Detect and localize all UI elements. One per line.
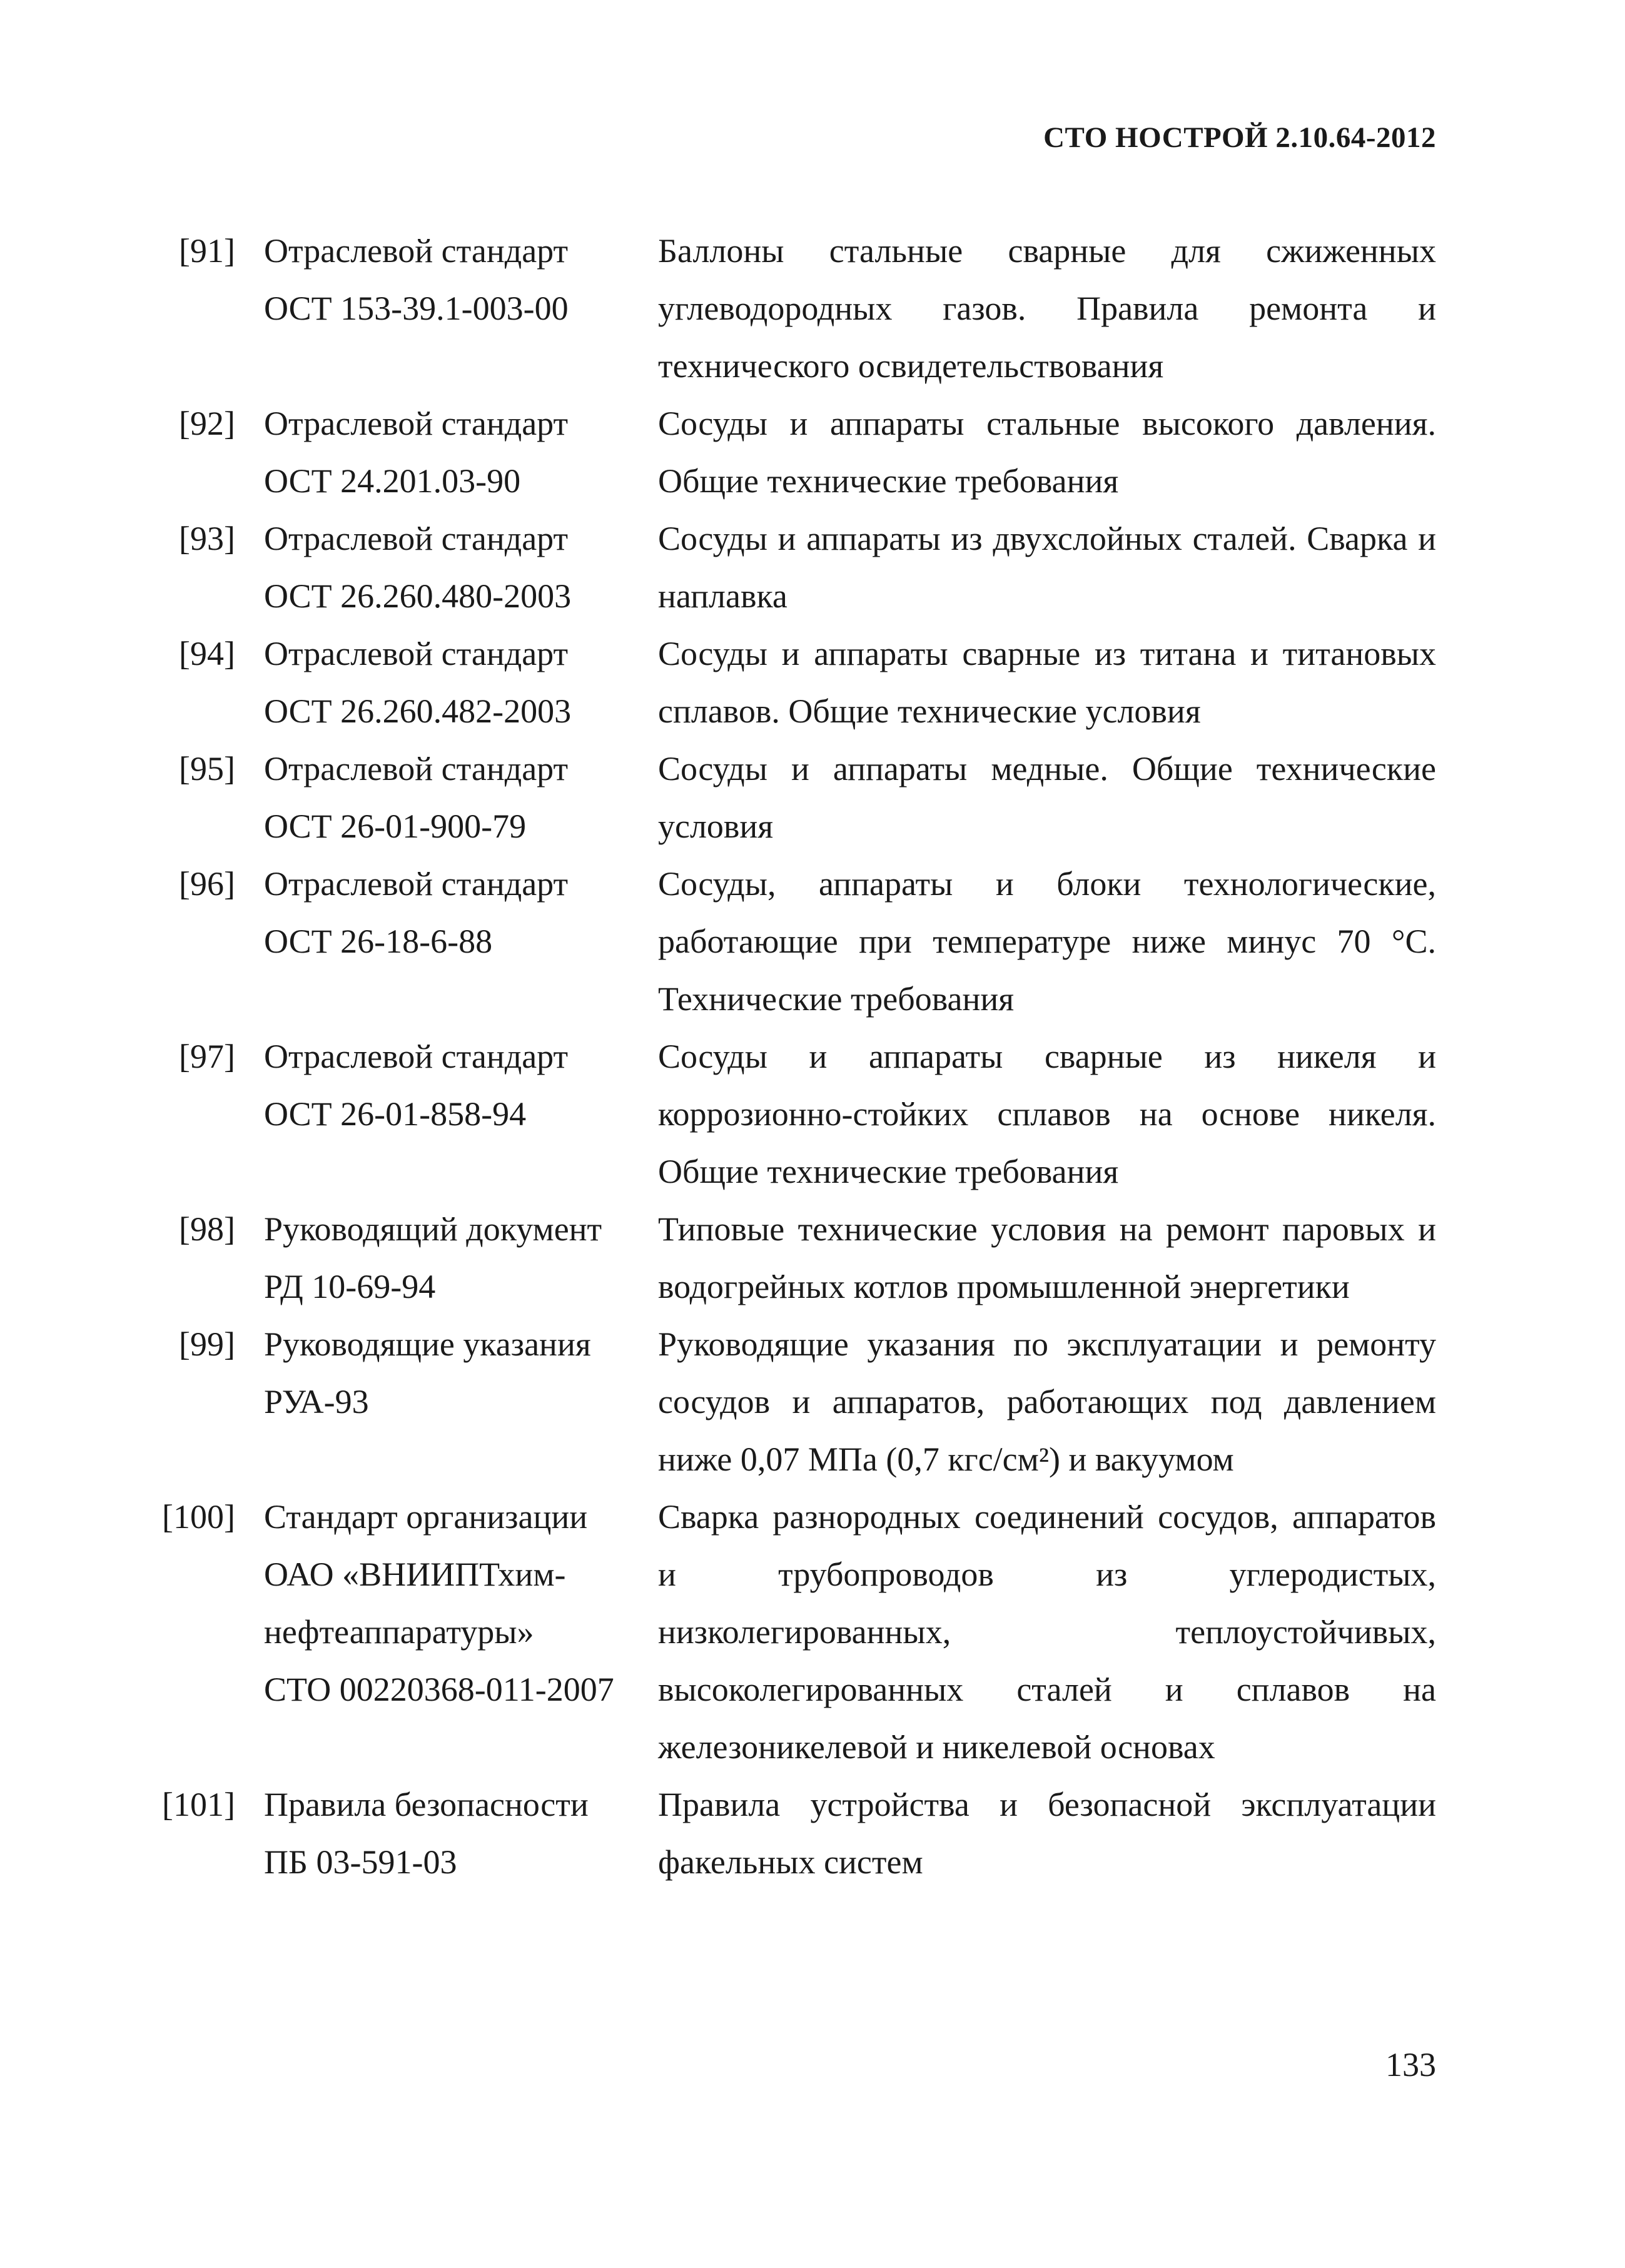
reference-source-line: Руководящий документ xyxy=(264,1210,602,1248)
reference-source-line: Отраслевой стандарт xyxy=(264,405,569,442)
reference-source-line: ОСТ 26-01-900-79 xyxy=(264,807,527,845)
reference-source-line: ОАО «ВНИИПТхим- xyxy=(264,1556,566,1593)
reference-source xyxy=(264,222,658,337)
reference-title: Руководящие указания по эксплуатации и ремонту сосудов и аппаратов, работающих под давлением ниже 0,07 МПа (0,7 кгс/см²) и вакуумом xyxy=(658,1325,1436,1478)
reference-item xyxy=(160,395,1436,510)
reference-number: [99] xyxy=(179,1325,235,1363)
reference-source-line: ОСТ 153-39.1-003-00 xyxy=(264,290,569,327)
reference-source xyxy=(264,510,658,625)
reference-source-line: ОСТ 24.201.03-90 xyxy=(264,462,521,500)
reference-item xyxy=(160,510,1436,625)
document-header: СТО НОСТРОЙ 2.10.64-2012 xyxy=(1043,121,1436,154)
reference-title: Сосуды, аппараты и блоки технологические, работающие при температуре ниже минус 70 °С. Технические требования xyxy=(658,865,1436,1018)
reference-source-line: Отраслевой стандарт xyxy=(264,1038,569,1075)
reference-source-line: Руководящие указания xyxy=(264,1325,591,1363)
reference-number: [100] xyxy=(162,1498,235,1536)
reference-source-line: Стандарт организации xyxy=(264,1498,588,1536)
reference-source-line: Отраслевой стандарт xyxy=(264,232,569,270)
reference-item xyxy=(160,1028,1436,1200)
page-number: 133 xyxy=(1385,2046,1436,2083)
reference-item xyxy=(160,855,1436,1028)
reference-item xyxy=(160,1200,1436,1315)
reference-source-line: РД 10-69-94 xyxy=(264,1268,436,1305)
reference-title: Сосуды и аппараты медные. Общие технические условия xyxy=(658,750,1436,845)
reference-number: [101] xyxy=(162,1786,235,1823)
reference-source-line: Правила безопасности xyxy=(264,1786,589,1823)
reference-source xyxy=(264,855,658,970)
reference-item xyxy=(160,1488,1436,1776)
reference-source xyxy=(264,740,658,855)
reference-source-line: нефтеаппаратуры» xyxy=(264,1613,534,1651)
reference-item xyxy=(160,222,1436,395)
reference-item xyxy=(160,1776,1436,1891)
reference-title: Сосуды и аппараты стальные высокого давления. Общие технические требования xyxy=(658,405,1436,500)
reference-number: [94] xyxy=(179,635,235,672)
reference-source-line: ОСТ 26-18-6-88 xyxy=(264,923,493,960)
reference-item xyxy=(160,1315,1436,1488)
reference-title: Сварка разнородных соединений сосудов, аппаратов и трубопроводов из углеродистых, низколегированных, теплоустойчивых, высоколегированных сталей и сплавов на железоникелевой и никелевой основах xyxy=(658,1498,1436,1766)
reference-number: [98] xyxy=(179,1210,235,1248)
reference-title: Сосуды и аппараты из двухслойных сталей. Сварка и наплавка xyxy=(658,520,1436,615)
reference-number: [91] xyxy=(179,232,235,270)
reference-source-line: Отраслевой стандарт xyxy=(264,865,569,903)
reference-source-line: ОСТ 26-01-858-94 xyxy=(264,1095,527,1133)
reference-source-line: РУА-93 xyxy=(264,1383,369,1420)
reference-number: [96] xyxy=(179,865,235,903)
reference-source xyxy=(264,1488,658,1718)
reference-source-line: ПБ 03-591-03 xyxy=(264,1843,457,1881)
reference-title: Баллоны стальные сварные для сжиженных углеводородных газов. Правила ремонта и технического освидетельствования xyxy=(658,232,1436,385)
reference-number: [92] xyxy=(179,405,235,442)
reference-title: Правила устройства и безопасной эксплуатации факельных систем xyxy=(658,1786,1436,1881)
reference-number: [93] xyxy=(179,520,235,557)
reference-source xyxy=(264,1315,658,1430)
reference-source xyxy=(264,1776,658,1891)
reference-source-line: СТО 00220368-011-2007 xyxy=(264,1671,614,1708)
reference-item xyxy=(160,625,1436,740)
reference-title: Сосуды и аппараты сварные из никеля и коррозионно-стойких сплавов на основе никеля. Общие технические требования xyxy=(658,1038,1436,1190)
reference-source-line: Отраслевой стандарт xyxy=(264,520,569,557)
reference-item xyxy=(160,740,1436,855)
reference-number: [95] xyxy=(179,750,235,787)
reference-source-line: ОСТ 26.260.482-2003 xyxy=(264,692,572,730)
reference-number: [97] xyxy=(179,1038,235,1075)
reference-source xyxy=(264,1028,658,1143)
reference-list xyxy=(160,222,1436,1891)
reference-source xyxy=(264,395,658,510)
reference-source-line: Отраслевой стандарт xyxy=(264,750,569,787)
reference-source-line: Отраслевой стандарт xyxy=(264,635,569,672)
reference-source xyxy=(264,1200,658,1315)
reference-title: Сосуды и аппараты сварные из титана и титановых сплавов. Общие технические условия xyxy=(658,635,1436,730)
reference-title: Типовые технические условия на ремонт паровых и водогрейных котлов промышленной энергетики xyxy=(658,1210,1436,1305)
reference-source xyxy=(264,625,658,740)
reference-source-line: ОСТ 26.260.480-2003 xyxy=(264,577,572,615)
